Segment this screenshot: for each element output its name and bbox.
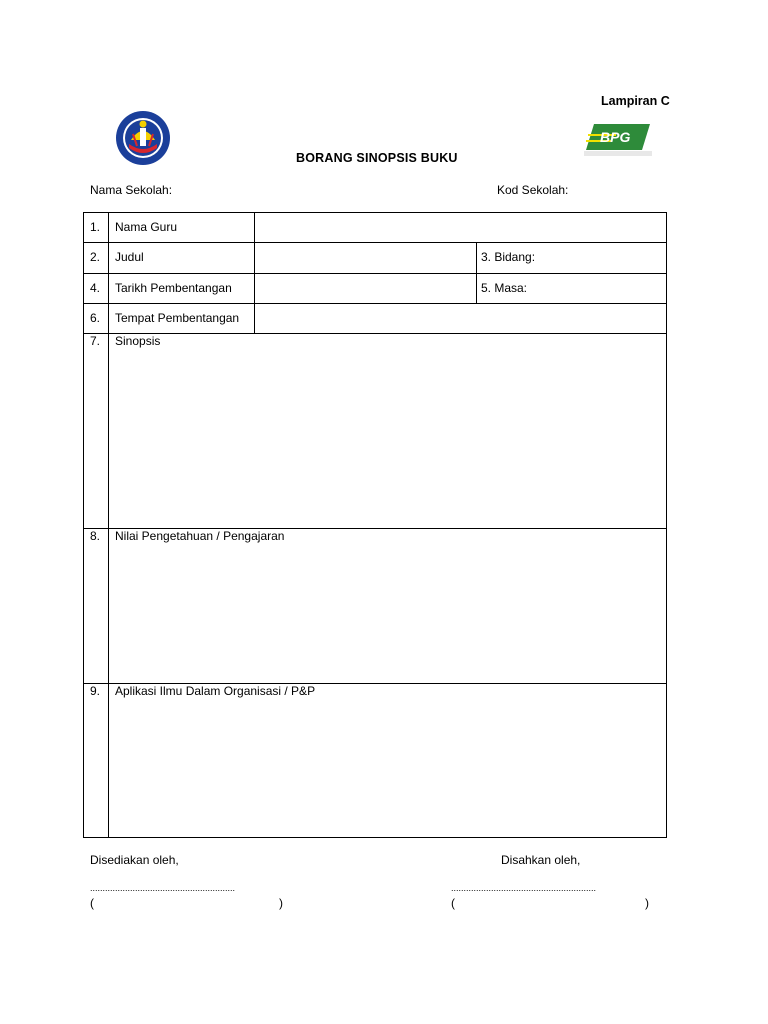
row-number: 4.	[90, 281, 101, 295]
school-name-label: Nama Sekolah:	[90, 183, 173, 197]
approved-by-name-close: )	[645, 896, 649, 910]
approved-by-signature-line: ..........................................................	[451, 883, 597, 893]
presentation-date-label: Tarikh Pembentangan	[115, 281, 232, 295]
row-divider	[84, 303, 666, 304]
presentation-place-label: Tempat Pembentangan	[115, 311, 240, 325]
synopsis-form-table	[83, 212, 667, 838]
knowledge-application-label: Aplikasi Ilmu Dalam Organisasi / P&P	[115, 684, 316, 698]
label-column-divider	[254, 213, 255, 333]
form-title: BORANG SINOPSIS BUKU	[296, 151, 458, 165]
svg-text:BPG: BPG	[600, 129, 631, 145]
field-area-label: 3. Bidang:	[481, 250, 536, 264]
row-number: 8.	[90, 529, 101, 543]
synopsis-label: Sinopsis	[115, 334, 161, 348]
approved-by-name-open: (	[451, 896, 455, 910]
prepared-by-label: Disediakan oleh,	[90, 853, 179, 867]
row-number: 1.	[90, 220, 101, 234]
teacher-name-label: Nama Guru	[115, 220, 178, 234]
row-number: 7.	[90, 334, 101, 348]
row-divider	[84, 242, 666, 243]
row-divider	[84, 333, 666, 334]
row-divider	[84, 273, 666, 274]
prepared-by-name-close: )	[279, 896, 283, 910]
row-number: 2.	[90, 250, 101, 264]
attachment-label: Lampiran C	[601, 94, 670, 108]
school-code-label: Kod Sekolah:	[497, 183, 569, 197]
number-column-divider	[108, 213, 109, 837]
title-field-label: Judul	[115, 250, 144, 264]
knowledge-value-label: Nilai Pengetahuan / Pengajaran	[115, 529, 285, 543]
row-number: 6.	[90, 311, 101, 325]
prepared-by-name-open: (	[90, 896, 94, 910]
ministry-logo	[109, 108, 177, 168]
row-number: 9.	[90, 684, 101, 698]
prepared-by-signature-line: ..........................................................	[90, 883, 236, 893]
time-label: 5. Masa:	[481, 281, 528, 295]
approved-by-label: Disahkan oleh,	[501, 853, 581, 867]
bpg-logo	[584, 120, 652, 156]
extra-column-divider	[476, 242, 477, 303]
